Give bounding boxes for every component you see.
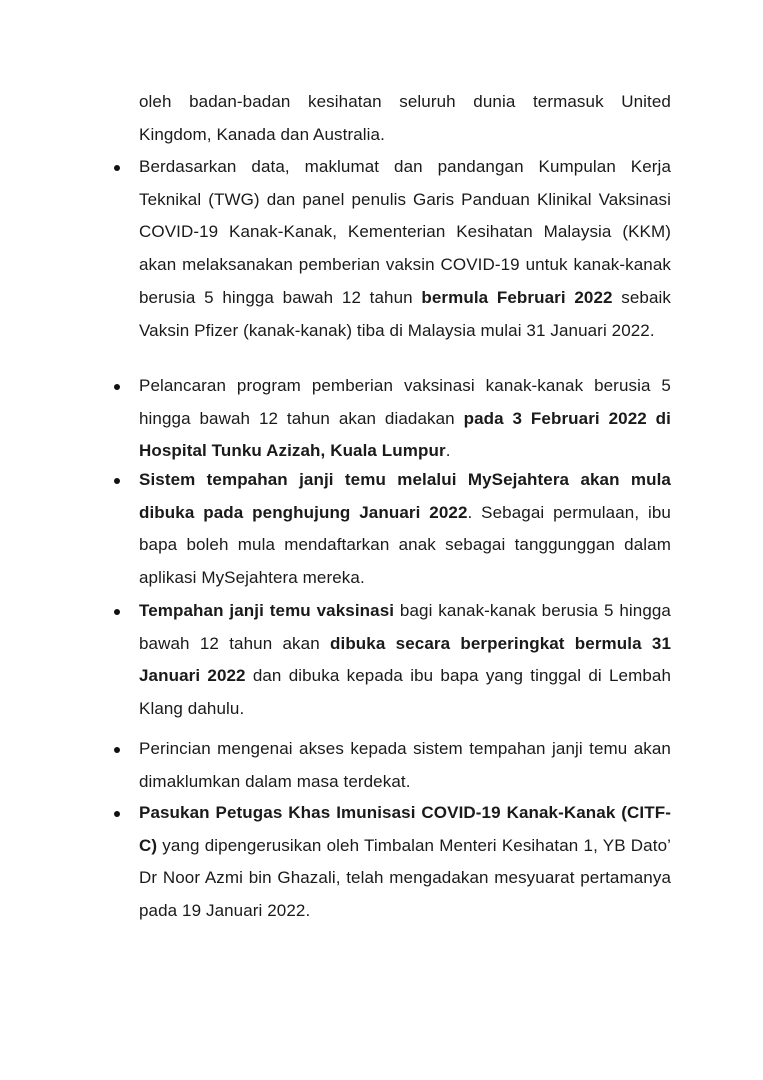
bold-text-segment: Sistem tempahan janji temu melalui MySejahtera akan mula dibuka pada penghujung Januari 2022 (139, 470, 671, 522)
bullet-paragraph (139, 370, 671, 468)
bold-text-segment: Pasukan Petugas Khas Imunisasi COVID-19 Kanak-Kanak (CITF-C) (139, 803, 671, 855)
bullet-paragraph (139, 595, 671, 726)
bullet-paragraph (139, 797, 671, 928)
continuation-paragraph: oleh badan-badan kesihatan seluruh dunia termasuk United Kingdom, Kanada dan Australia. (139, 92, 671, 144)
text-segment: Perincian mengenai akses kepada sistem tempahan janji temu akan dimaklumkan dalam masa terdekat. (139, 739, 671, 791)
bold-text-segment: pada 3 Februari 2022 di Hospital Tunku Azizah, Kuala Lumpur (139, 408, 671, 461)
bullet-dot-icon (114, 595, 120, 628)
text-segment: Pelancaran program pemberian vaksinasi kanak-kanak berusia 5 hingga bawah 12 tahun akan diadakan (139, 376, 671, 428)
bullet-paragraph (139, 151, 671, 347)
bullet-dot-icon (114, 464, 120, 497)
text-segment: yang dipengerusikan oleh Timbalan Menteri Kesihatan 1, YB Dato’ Dr Noor Azmi bin Ghazali, telah mengadakan mesyuarat pertamanya pada 19 Januari 2022. (139, 835, 671, 921)
text-segment: Berdasarkan data, maklumat dan pandangan Kumpulan Kerja Teknikal (TWG) dan panel penulis Garis Panduan Klinikal Vaksinasi COVID-19 Kanak-Kanak, Kementerian Kesihatan Malaysia (KKM) akan melaksanakan pemberian vaksin COVID-19 untuk kanak-kanak berusia 5 hingga bawah 12 tahun (139, 157, 671, 307)
bullet-dot-icon (114, 797, 120, 830)
text-segment: dan dibuka kepada ibu bapa yang tinggal di Lembah Klang dahulu. (139, 666, 671, 719)
text-segment: . (445, 441, 451, 461)
bullet-dot-icon (114, 733, 120, 766)
bullet-dot-icon (114, 151, 120, 184)
text-segment: . Sebagai permulaan, ibu bapa boleh mula mendaftarkan anak sebagai tanggunggan dalam aplikasi MySejahtera mereka. (139, 502, 671, 588)
text-segment: sebaik Vaksin Pfizer (kanak-kanak) tiba di Malaysia mulai 31 Januari 2022. (139, 287, 671, 340)
bold-text-segment: dibuka secara berperingkat bermula 31 Januari 2022 (139, 633, 671, 686)
text-segment: bagi kanak-kanak berusia 5 hingga bawah 12 tahun akan (139, 601, 671, 653)
bold-text-segment: Tempahan janji temu vaksinasi (139, 601, 395, 620)
bullet-paragraph (139, 733, 671, 798)
bullet-dot-icon (114, 370, 120, 403)
bold-text-segment: bermula Februari 2022 (421, 287, 613, 307)
bullet-paragraph (139, 464, 671, 595)
